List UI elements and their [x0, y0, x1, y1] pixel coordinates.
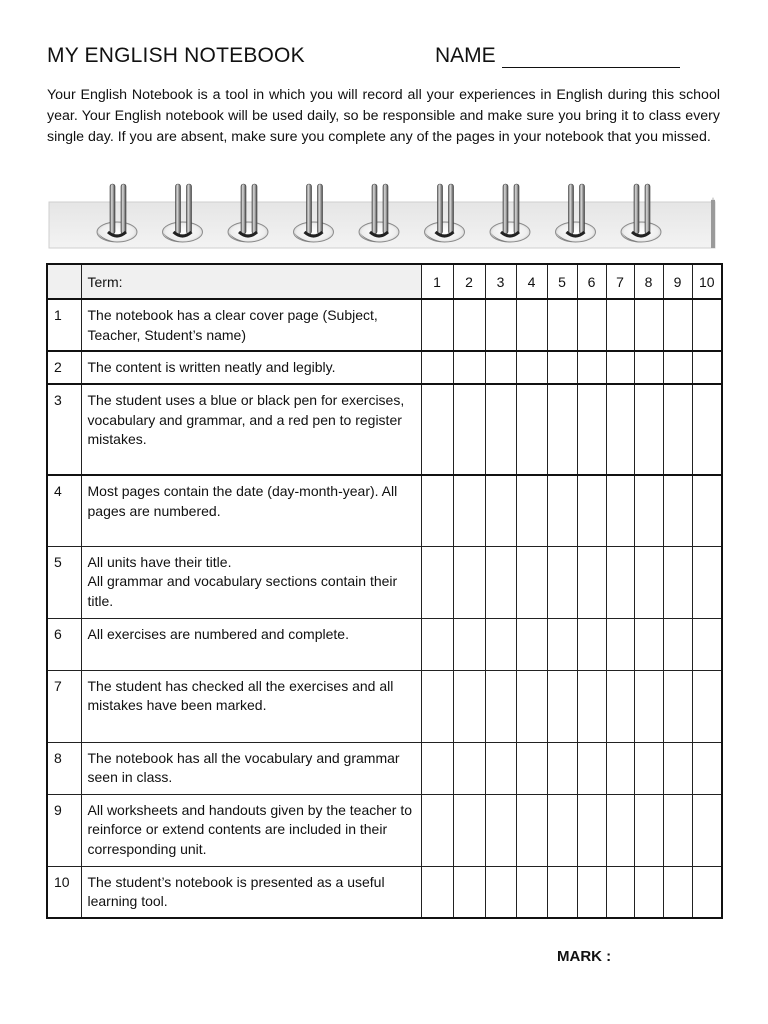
intro-paragraph: Your English Notebook is a tool in which you will record all your experiences in English during this school year. Your English notebook will be used daily, so be responsible and make sure you bring it to class every single day. If you are absent, make sure you complete any of the pages in your notebook that you missed. [47, 87, 720, 145]
score-cell[interactable] [516, 475, 547, 546]
score-cell[interactable] [577, 351, 606, 384]
criterion-text: The student has checked all the exercises and all mistakes have been marked. [81, 670, 421, 742]
row-number: 2 [47, 351, 81, 384]
score-cell[interactable] [606, 546, 634, 618]
table-row [47, 384, 722, 475]
score-cell[interactable] [421, 351, 453, 384]
table-row [47, 618, 722, 670]
score-cell[interactable] [421, 384, 453, 475]
score-cell[interactable] [692, 794, 722, 866]
score-cell[interactable] [692, 475, 722, 546]
score-cell[interactable] [485, 351, 516, 384]
score-cell[interactable] [516, 546, 547, 618]
column-header-9: 9 [663, 264, 692, 299]
mark-label: MARK : [557, 948, 612, 965]
score-cell[interactable] [692, 299, 722, 351]
score-cell[interactable] [692, 384, 722, 475]
column-header-8: 8 [634, 264, 663, 299]
score-cell[interactable] [577, 475, 606, 546]
score-cell[interactable] [485, 475, 516, 546]
row-number: 5 [47, 546, 81, 618]
score-cell[interactable] [547, 475, 577, 546]
score-cell[interactable] [453, 546, 485, 618]
table-row [47, 299, 722, 351]
score-cell[interactable] [421, 794, 453, 866]
score-cell[interactable] [606, 299, 634, 351]
score-cell[interactable] [485, 670, 516, 742]
term-header: Term: [81, 264, 421, 299]
score-cell[interactable] [663, 384, 692, 475]
column-header-7: 7 [606, 264, 634, 299]
row-number: 3 [47, 384, 81, 475]
spiral-binding-icon [47, 178, 719, 254]
row-number: 10 [47, 866, 81, 918]
score-cell[interactable] [577, 618, 606, 670]
score-cell[interactable] [547, 546, 577, 618]
score-cell[interactable] [634, 384, 663, 475]
score-cell[interactable] [516, 866, 547, 918]
row-number: 8 [47, 742, 81, 794]
header [47, 44, 727, 74]
score-cell[interactable] [606, 742, 634, 794]
score-cell[interactable] [453, 866, 485, 918]
score-cell[interactable] [692, 351, 722, 384]
score-cell[interactable] [547, 866, 577, 918]
score-cell[interactable] [663, 742, 692, 794]
name-blank-line[interactable] [502, 47, 680, 68]
score-cell[interactable] [577, 866, 606, 918]
score-cell[interactable] [634, 670, 663, 742]
score-cell[interactable] [485, 384, 516, 475]
score-cell[interactable] [453, 384, 485, 475]
table-row [47, 794, 722, 866]
column-header-5: 5 [547, 264, 577, 299]
score-cell[interactable] [516, 742, 547, 794]
column-header-4: 4 [516, 264, 547, 299]
score-cell[interactable] [516, 618, 547, 670]
spiral-binding-illustration [47, 178, 719, 254]
score-cell[interactable] [634, 351, 663, 384]
score-cell[interactable] [663, 670, 692, 742]
score-cell[interactable] [606, 670, 634, 742]
score-cell[interactable] [453, 475, 485, 546]
score-cell[interactable] [663, 351, 692, 384]
score-cell[interactable] [421, 742, 453, 794]
table-row [47, 670, 722, 742]
criterion-text: The student uses a blue or black pen for exercises, vocabulary and grammar, and a red pen to register mistakes. [81, 384, 421, 475]
table-row [47, 546, 722, 618]
score-cell[interactable] [577, 384, 606, 475]
criterion-text: Most pages contain the date (day-month-year). All pages are numbered. [81, 475, 421, 546]
score-cell[interactable] [692, 866, 722, 918]
score-cell[interactable] [692, 546, 722, 618]
score-cell[interactable] [606, 794, 634, 866]
score-cell[interactable] [634, 794, 663, 866]
row-number: 6 [47, 618, 81, 670]
score-cell[interactable] [453, 618, 485, 670]
table-row [47, 475, 722, 546]
score-cell[interactable] [606, 618, 634, 670]
score-cell[interactable] [663, 475, 692, 546]
table-row [47, 351, 722, 384]
score-cell[interactable] [606, 475, 634, 546]
score-cell[interactable] [453, 742, 485, 794]
score-cell[interactable] [577, 742, 606, 794]
score-cell[interactable] [485, 866, 516, 918]
score-cell[interactable] [516, 351, 547, 384]
score-cell[interactable] [692, 742, 722, 794]
score-cell[interactable] [485, 742, 516, 794]
score-cell[interactable] [547, 384, 577, 475]
score-cell[interactable] [692, 670, 722, 742]
score-cell[interactable] [634, 866, 663, 918]
column-header-6: 6 [577, 264, 606, 299]
criterion-text: All worksheets and handouts given by the teacher to reinforce or extend contents are included in their corresponding unit. [81, 794, 421, 866]
score-cell[interactable] [547, 299, 577, 351]
table-header-row [47, 264, 722, 299]
row-number: 9 [47, 794, 81, 866]
column-header-3: 3 [485, 264, 516, 299]
score-cell[interactable] [421, 299, 453, 351]
score-cell[interactable] [453, 351, 485, 384]
column-header-2: 2 [453, 264, 485, 299]
table-row [47, 742, 722, 794]
score-cell[interactable] [663, 866, 692, 918]
score-cell[interactable] [547, 670, 577, 742]
score-cell[interactable] [577, 299, 606, 351]
score-cell[interactable] [547, 351, 577, 384]
score-cell[interactable] [692, 618, 722, 670]
score-cell[interactable] [634, 742, 663, 794]
score-cell[interactable] [516, 670, 547, 742]
column-header-10: 10 [692, 264, 722, 299]
score-cell[interactable] [634, 299, 663, 351]
score-cell[interactable] [485, 546, 516, 618]
row-number: 4 [47, 475, 81, 546]
score-cell[interactable] [516, 384, 547, 475]
score-cell[interactable] [421, 670, 453, 742]
score-cell[interactable] [663, 299, 692, 351]
score-cell[interactable] [485, 794, 516, 866]
score-cell[interactable] [547, 794, 577, 866]
score-cell[interactable] [453, 299, 485, 351]
score-cell[interactable] [663, 546, 692, 618]
score-cell[interactable] [663, 618, 692, 670]
column-header-1: 1 [421, 264, 453, 299]
evaluation-table [46, 263, 723, 919]
score-cell[interactable] [634, 618, 663, 670]
score-cell[interactable] [606, 351, 634, 384]
header-number-cell [47, 264, 81, 299]
name-field [435, 44, 680, 68]
score-cell[interactable] [634, 475, 663, 546]
score-cell[interactable] [421, 546, 453, 618]
score-cell[interactable] [606, 866, 634, 918]
score-cell[interactable] [516, 794, 547, 866]
score-cell[interactable] [485, 299, 516, 351]
table-row [47, 866, 722, 918]
score-cell[interactable] [421, 866, 453, 918]
score-cell[interactable] [485, 618, 516, 670]
score-cell[interactable] [577, 670, 606, 742]
score-cell[interactable] [453, 794, 485, 866]
score-cell[interactable] [606, 384, 634, 475]
score-cell[interactable] [634, 546, 663, 618]
page-title: MY ENGLISH NOTEBOOK [47, 44, 305, 67]
score-cell[interactable] [516, 299, 547, 351]
criterion-text: All exercises are numbered and complete. [81, 618, 421, 670]
score-cell[interactable] [421, 618, 453, 670]
criterion-text: The student’s notebook is presented as a useful learning tool. [81, 866, 421, 918]
criterion-text: The notebook has all the vocabulary and grammar seen in class. [81, 742, 421, 794]
criterion-text: All units have their title. All grammar and vocabulary sections contain their title. [81, 546, 421, 618]
score-cell[interactable] [547, 742, 577, 794]
score-cell[interactable] [577, 546, 606, 618]
score-cell[interactable] [577, 794, 606, 866]
row-number: 1 [47, 299, 81, 351]
row-number: 7 [47, 670, 81, 742]
score-cell[interactable] [453, 670, 485, 742]
score-cell[interactable] [547, 618, 577, 670]
criterion-text: The notebook has a clear cover page (Subject, Teacher, Student’s name) [81, 299, 421, 351]
score-cell[interactable] [663, 794, 692, 866]
criterion-text: The content is written neatly and legibly. [81, 351, 421, 384]
name-label: NAME [435, 44, 496, 67]
score-cell[interactable] [421, 475, 453, 546]
